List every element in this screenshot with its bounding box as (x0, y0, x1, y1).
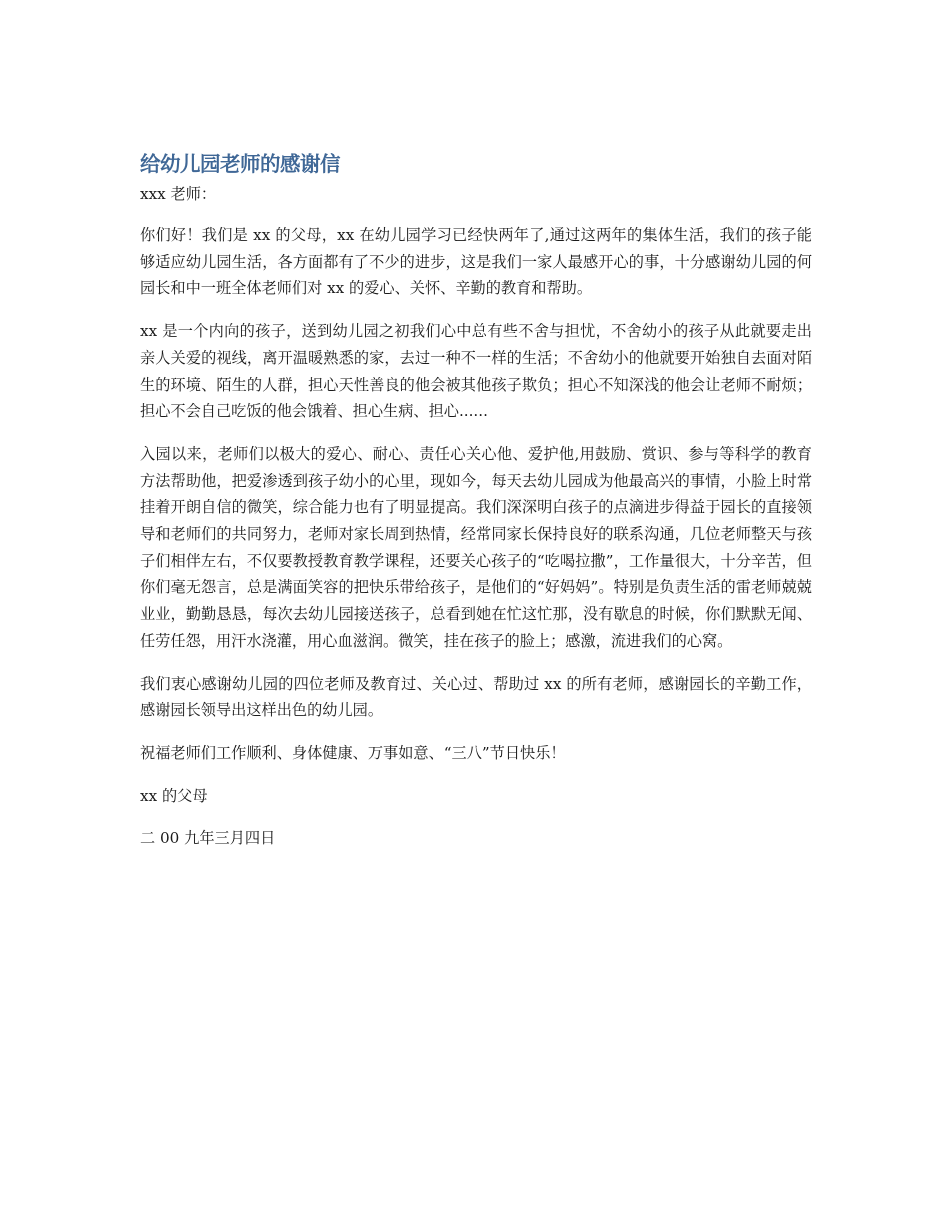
paragraph-worries: xx 是一个内向的孩子，送到幼儿园之初我们心中总有些不舍与担忧，不舍幼小的孩子从此就要走出亲人关爱的视线，离开温暖熟悉的家，去过一种不一样的生活；不舍幼小的他就要开始独自去面对陌生的环境、陌生的人群，担心天性善良的他会被其他孩子欺负；担心不知深浅的他会让老师不耐烦；担心不会自己吃饭的他会饿着、担心生病、担心...... (140, 322, 812, 421)
paragraph-progress: 入园以来，老师们以极大的爱心、耐心、责任心关心他、爱护他,用鼓励、赏识、参与等科学的教育方法帮助他，把爱渗透到孩子幼小的心里，现如今，每天去幼儿园成为他最高兴的事情，小脸上时常挂着开朗自信的微笑，综合能力也有了明显提高。我们深深明白孩子的点滴进步得益于园长的直接领导和老师们的共同努力，老师对家长周到热情，经常同家长保持良好的联系沟通，几位老师整天与孩子们相伴左右，不仅要教授教育教学课程，还要关心孩子的“吃喝拉撒”，工作量很大，十分辛苦，但你们毫无怨言，总是满面笑容的把快乐带给孩子，是他们的“好妈妈”。特别是负责生活的雷老师兢兢业业，勤勤恳恳，每次去幼儿园接送孩子，总看到她在忙这忙那，没有歇息的时候，你们默默无闻、任劳任怨，用汗水浇灌，用心血滋润。微笑，挂在孩子的脸上；感激，流进我们的心窝。 (140, 444, 812, 650)
letter-title: 给幼儿园老师的感谢信 (140, 152, 340, 176)
signature: xx 的父母 (140, 786, 208, 805)
salutation: xxx 老师： (140, 185, 217, 203)
letter-body (140, 148, 812, 852)
paragraph-thanks: 我们衷心感谢幼儿园的四位老师及教育过、关心过、帮助过 xx 的所有老师，感谢园长的辛勤工作，感谢园长领导出这样出色的幼儿园。 (140, 674, 812, 720)
paragraph-greeting: 你们好！我们是 xx 的父母，xx 在幼儿园学习已经快两年了,通过这两年的集体生活，我们的孩子能够适应幼儿园生活，各方面都有了不少的进步，这是我们一家人最感开心的事，十分感谢幼儿园的何园长和中一班全体老师们对 xx 的爱心、关怀、辛勤的教育和帮助。 (140, 226, 812, 298)
blessing-line: 祝福老师们工作顺利、身体健康、万事如意、“三八”节日快乐！ (140, 743, 566, 762)
letter-date: 二 00 九年三月四日 (140, 829, 276, 848)
